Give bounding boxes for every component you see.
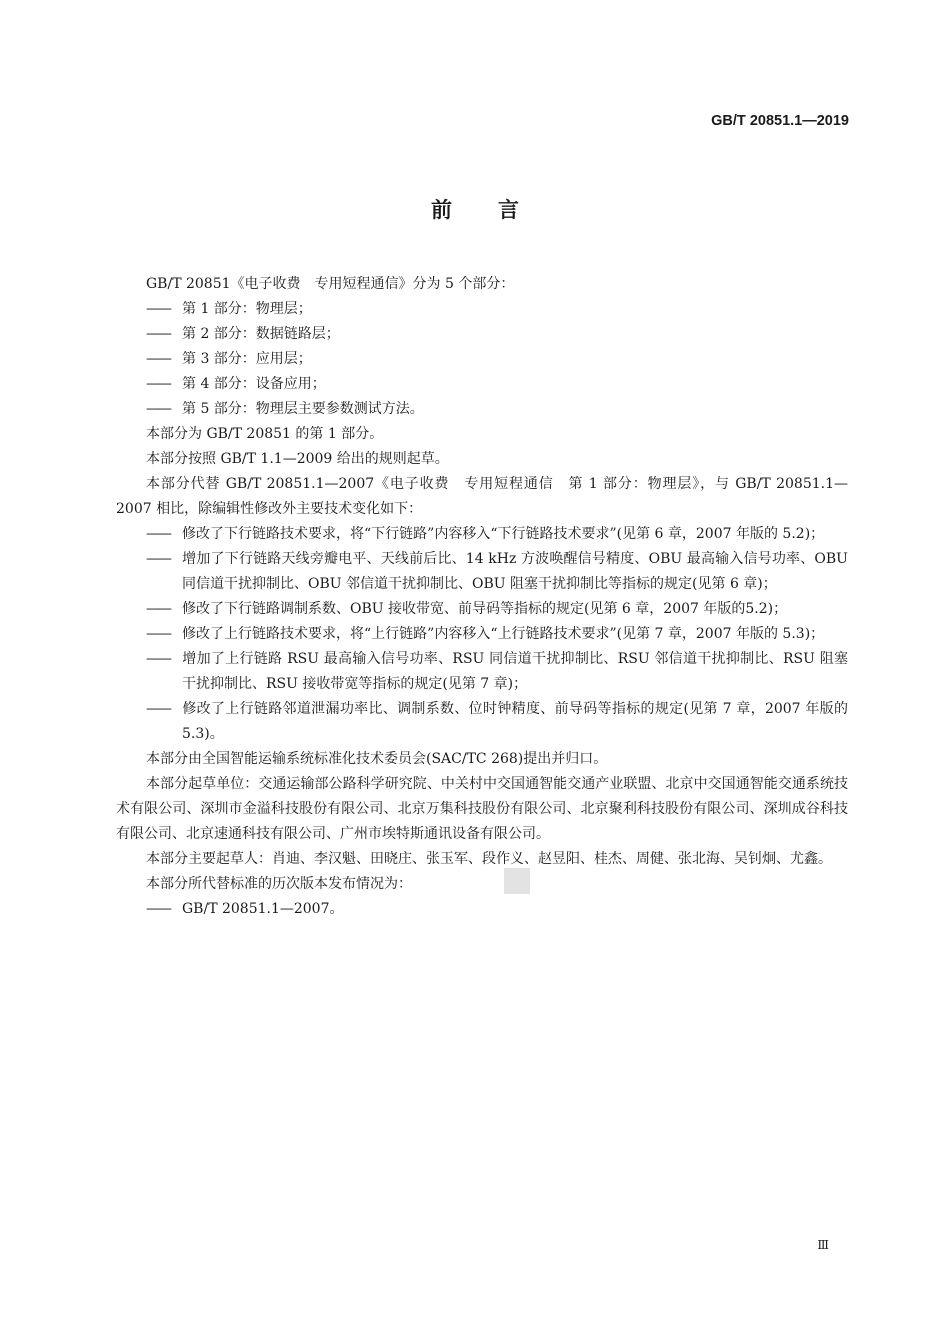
change-list-item: —— 修改了下行链路调制系数、OBU 接收带宽、前导码等指标的规定(见第 6 章，2007 年版的5.2)；: [116, 597, 848, 622]
history-list-item: —— GB/T 20851.1—2007。: [116, 897, 848, 922]
page-number: Ⅲ: [817, 1238, 829, 1252]
drafting-units-statement: 本部分起草单位：交通运输部公路科学研究院、中关村中交国通智能交通产业联盟、北京中交国通智能交通系统技术有限公司、深圳市金溢科技股份有限公司、北京万集科技股份有限公司、北京聚利科技股份有限公司、深圳成谷科技有限公司、北京速通科技有限公司、广州市埃特斯通讯设备有限公司。: [116, 776, 848, 842]
part-list-item: —— 第 4 部分：设备应用；: [116, 372, 848, 397]
document-body: [116, 272, 848, 922]
part-statement: 本部分为 GB/T 20851 的第 1 部分。: [146, 426, 384, 442]
standard-code: GB/T 20851.1—2019: [711, 113, 849, 129]
history-statement: 本部分所代替标准的历次版本发布情况为：: [146, 876, 412, 892]
part-list-item: —— 第 1 部分：物理层；: [116, 297, 848, 322]
change-list-item: —— 增加了上行链路 RSU 最高输入信号功率、RSU 同信道干扰抑制比、RSU 邻信道干扰抑制比、RSU 阻塞干扰抑制比、RSU 接收带宽等指标的规定(见第 7 章)；: [116, 647, 848, 697]
change-list-item: —— 修改了下行链路技术要求，将“下行链路”内容移入“下行链路技术要求”(见第 6 章，2007 年版的 5.2)；: [116, 522, 848, 547]
scan-smudge: [504, 868, 530, 894]
part-list-item: —— 第 5 部分：物理层主要参数测试方法。: [116, 397, 848, 422]
part-list-item: —— 第 2 部分：数据链路层；: [116, 322, 848, 347]
proposer-statement: 本部分由全国智能运输系统标准化技术委员会(SAC/TC 268)提出并归口。: [146, 751, 608, 767]
change-list-item: —— 修改了上行链路邻道泄漏功率比、调制系数、位时钟精度、前导码等指标的规定(见第 7 章，2007 年版的 5.3)。: [116, 697, 848, 747]
change-list-item: —— 修改了上行链路技术要求，将“上行链路”内容移入“上行链路技术要求”(见第 7 章，2007 年版的 5.3)；: [116, 622, 848, 647]
drafters-statement: 本部分主要起草人：肖迪、李汉魁、田晓庄、张玉军、段作义、赵昱阳、桂杰、周健、张北海、吴钊炯、尤鑫。: [146, 851, 832, 867]
replacement-statement: 本部分代替 GB/T 20851.1—2007《电子收费 专用短程通信 第 1 部分：物理层》，与 GB/T 20851.1—2007 相比，除编辑性修改外主要技术变化如下：: [116, 476, 848, 517]
page-title: 前言: [431, 198, 565, 222]
intro-paragraph: GB/T 20851《电子收费 专用短程通信》分为 5 个部分：: [146, 276, 515, 292]
drafting-rule-statement: 本部分按照 GB/T 1.1—2009 给出的规则起草。: [146, 451, 449, 467]
change-list-item: —— 增加了下行链路天线旁瓣电平、天线前后比、14 kHz 方波唤醒信号精度、OBU 最高输入信号功率、OBU 同信道干扰抑制比、OBU 邻信道干扰抑制比、OBU 阻塞干扰抑制比等指标的规定(见第 6 章)；: [116, 547, 848, 597]
part-list-item: —— 第 3 部分：应用层；: [116, 347, 848, 372]
